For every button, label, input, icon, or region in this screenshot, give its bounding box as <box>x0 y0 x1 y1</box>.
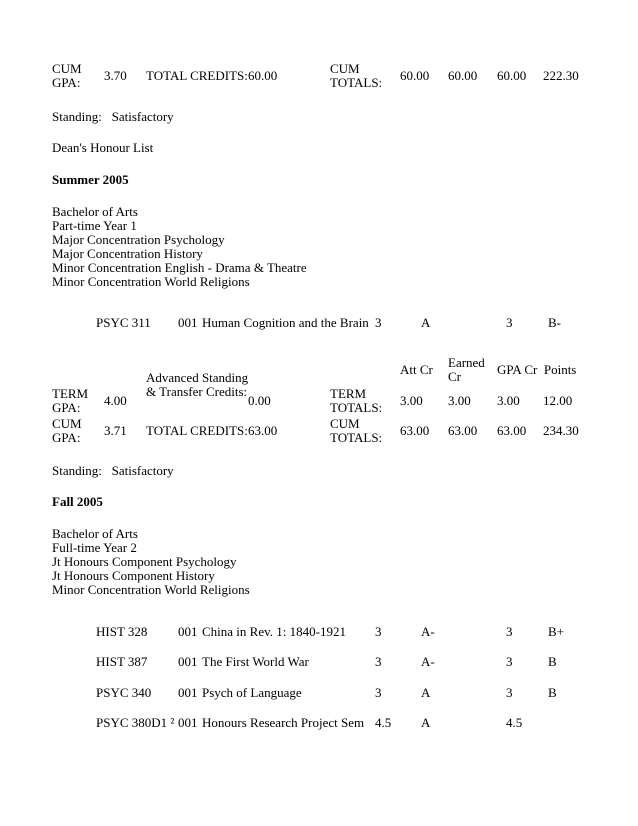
term-totals-label: TERM TOTALS: <box>330 386 383 415</box>
cum-gpa-value-2: 3.71 <box>104 423 127 438</box>
course-class-avg: B+ <box>548 624 565 639</box>
cum-gpa-cr-2: 63.00 <box>497 423 527 438</box>
course-code: PSYC 311 <box>96 315 151 330</box>
course-section: 001 <box>178 685 198 700</box>
advanced-standing-label: Advanced Standing & Transfer Credits: <box>146 370 249 399</box>
advanced-standing-credits: 0.00 <box>248 393 271 408</box>
term-gpa-label: TERM GPA: <box>52 386 89 415</box>
cum-att-cr: 60.00 <box>400 68 430 83</box>
cum-points-2: 234.30 <box>543 423 579 438</box>
cum-gpa-cr: 60.00 <box>497 68 527 83</box>
course-gpa-credits: 3 <box>506 654 513 669</box>
course-title: The First World War <box>202 654 309 669</box>
course-class-avg: B <box>548 654 557 669</box>
course-grade: A <box>421 315 431 330</box>
term-title-fall-2005: Fall 2005 <box>52 494 103 509</box>
course-grade: A <box>421 715 431 730</box>
course-code: PSYC 380D1 ² <box>96 715 175 730</box>
standing-2: Standing: Satisfactory <box>52 463 174 478</box>
cum-totals-label-2: CUM TOTALS: <box>330 416 383 445</box>
course-grade: A- <box>421 624 435 639</box>
cum-gpa-label: CUM GPA: <box>52 61 82 90</box>
course-section: 001 <box>178 624 198 639</box>
course-section: 001 <box>178 715 198 730</box>
cum-att-cr-2: 63.00 <box>400 423 430 438</box>
term-points: 12.00 <box>543 393 573 408</box>
earned-cr-header: Earned Cr <box>448 355 485 384</box>
total-credits-value-2: 63.00 <box>248 423 278 438</box>
cum-earned-cr: 60.00 <box>448 68 478 83</box>
course-class-avg: B <box>548 685 557 700</box>
course-code: HIST 387 <box>96 654 148 669</box>
course-grade: A <box>421 685 431 700</box>
standing-1: Standing: Satisfactory <box>52 109 174 124</box>
term-title-summer-2005: Summer 2005 <box>52 172 129 187</box>
course-credits: 3 <box>375 685 382 700</box>
gpa-cr-points-header: GPA Cr Points <box>497 362 577 377</box>
course-title: Honours Research Project Sem <box>202 715 365 730</box>
course-section: 001 <box>178 315 198 330</box>
course-section: 001 <box>178 654 198 669</box>
cum-points: 222.30 <box>543 68 579 83</box>
course-gpa-credits: 3 <box>506 685 513 700</box>
total-credits-label-2: TOTAL CREDITS: <box>146 423 248 438</box>
course-code: PSYC 340 <box>96 685 152 700</box>
course-grade: A- <box>421 654 435 669</box>
cum-gpa-value: 3.70 <box>104 68 127 83</box>
cum-totals-label: CUM TOTALS: <box>330 61 383 90</box>
course-credits: 3 <box>375 624 382 639</box>
term-earned-cr: 3.00 <box>448 393 471 408</box>
att-cr-header: Att Cr <box>400 362 433 377</box>
program-info-fall: Bachelor of Arts Full-time Year 2 Jt Honours Component Psychology Jt Honours Component History Minor Concentration World Religions <box>52 526 250 597</box>
course-title: Psych of Language <box>202 685 302 700</box>
course-title: China in Rev. 1: 1840-1921 <box>202 624 346 639</box>
term-att-cr: 3.00 <box>400 393 423 408</box>
course-gpa-credits: 3 <box>506 624 513 639</box>
course-code: HIST 328 <box>96 624 148 639</box>
total-credits-value: 60.00 <box>248 68 278 83</box>
course-credits: 3 <box>375 654 382 669</box>
course-credits: 4.5 <box>375 715 392 730</box>
course-class-avg: B- <box>548 315 561 330</box>
total-credits-label: TOTAL CREDITS: <box>146 68 248 83</box>
term-gpa-cr: 3.00 <box>497 393 520 408</box>
cum-earned-cr-2: 63.00 <box>448 423 478 438</box>
course-gpa-credits: 4.5 <box>506 715 523 730</box>
cum-gpa-label-2: CUM GPA: <box>52 416 82 445</box>
course-title: Human Cognition and the Brain <box>202 315 369 330</box>
deans-honour-list: Dean's Honour List <box>52 140 154 155</box>
program-info-summer: Bachelor of Arts Part-time Year 1 Major Concentration Psychology Major Concentration History Minor Concentration English - Drama & Theatre Minor Concentration World Religions <box>52 204 307 289</box>
course-gpa-credits: 3 <box>506 315 513 330</box>
term-gpa-value: 4.00 <box>104 393 127 408</box>
course-credits: 3 <box>375 315 382 330</box>
